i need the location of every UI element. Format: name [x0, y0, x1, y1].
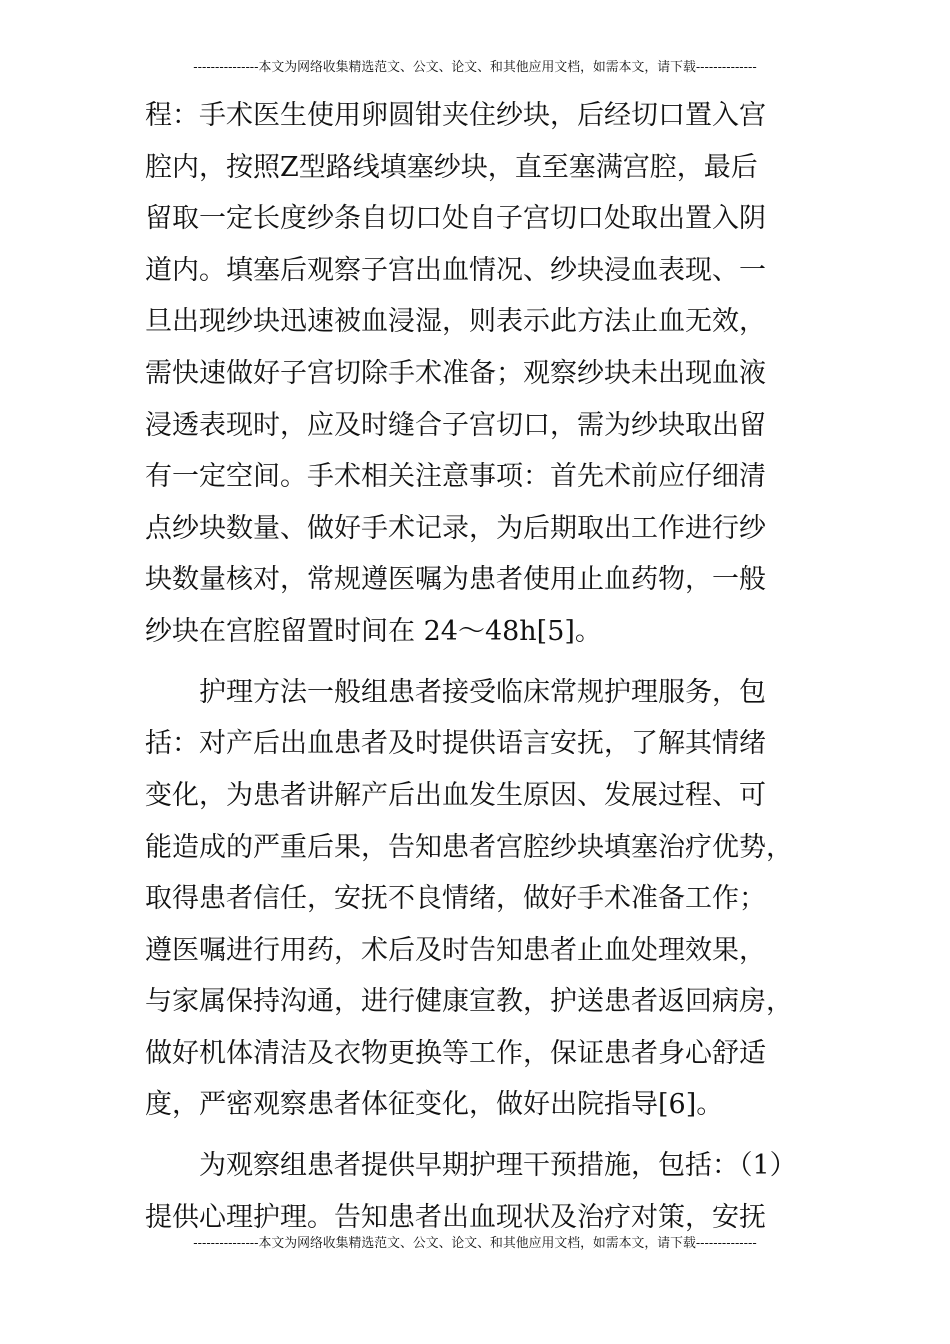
footer-banner: ---------------本文为网络收集精选范文、公文、论文、和其他应用文档，如需本文，请下载--------------: [193, 1236, 757, 1251]
text-line: 遵医嘱进行用药，术后及时告知患者止血处理效果，: [145, 934, 766, 966]
text-line: 为观察组患者提供早期护理干预措施，包括：（1）: [145, 1150, 797, 1182]
text-line: 旦出现纱块迅速被血浸湿，则表示此方法止血无效，: [145, 306, 766, 338]
text-line: 做好机体清洁及衣物更换等工作，保证患者身心舒适: [145, 1037, 766, 1069]
paragraph-2: [145, 667, 809, 1131]
text-line: 需快速做好子宫切除手术准备；观察纱块未出现血液: [145, 357, 766, 389]
header-banner: ---------------本文为网络收集精选范文、公文、论文、和其他应用文档，如需本文，请下载--------------: [193, 60, 757, 75]
text-line: 能造成的严重后果，告知患者宫腔纱块填塞治疗优势，: [145, 831, 793, 863]
text-line: 程：手术医生使用卵圆钳夹住纱块，后经切口置入宫: [145, 100, 766, 131]
text-line: 块数量核对，常规遵医嘱为患者使用止血药物，一般: [145, 564, 766, 596]
text-line: 浸透表现时，应及时缝合子宫切口，需为纱块取出留: [145, 409, 766, 441]
paragraph-3: [145, 1140, 809, 1243]
paragraph-1: [145, 90, 809, 658]
text-line: 度，严密观察患者体征变化，做好出院指导[6]。: [145, 1089, 724, 1121]
text-line: 道内。填塞后观察子宫出血情况、纱块浸血表现、一: [145, 254, 766, 286]
text-line: 纱块在宫腔留置时间在 24～48h[5]。: [145, 615, 602, 647]
text-line: 变化，为患者讲解产后出血发生原因、发展过程、可: [145, 779, 766, 811]
text-line: 与家属保持沟通，进行健康宣教，护送患者返回病房，: [145, 986, 793, 1018]
text-line: 有一定空间。手术相关注意事项：首先术前应仔细清: [145, 461, 766, 493]
text-line: 腔内，按照Z型路线填塞纱块，直至塞满宫腔，最后: [145, 151, 758, 183]
document-body: [145, 90, 809, 1243]
text-line: 括：对产后出血患者及时提供语言安抚，了解其情绪: [145, 728, 766, 760]
text-line: 取得患者信任，安抚不良情绪，做好手术准备工作；: [145, 883, 766, 915]
text-line: 点纱块数量、做好手术记录，为后期取出工作进行纱: [145, 512, 766, 544]
text-line: 提供心理护理。告知患者出血现状及治疗对策，安抚: [145, 1201, 766, 1233]
text-line: 护理方法一般组患者接受临床常规护理服务，包: [145, 676, 766, 708]
text-line: 留取一定长度纱条自切口处自子宫切口处取出置入阴: [145, 203, 766, 235]
